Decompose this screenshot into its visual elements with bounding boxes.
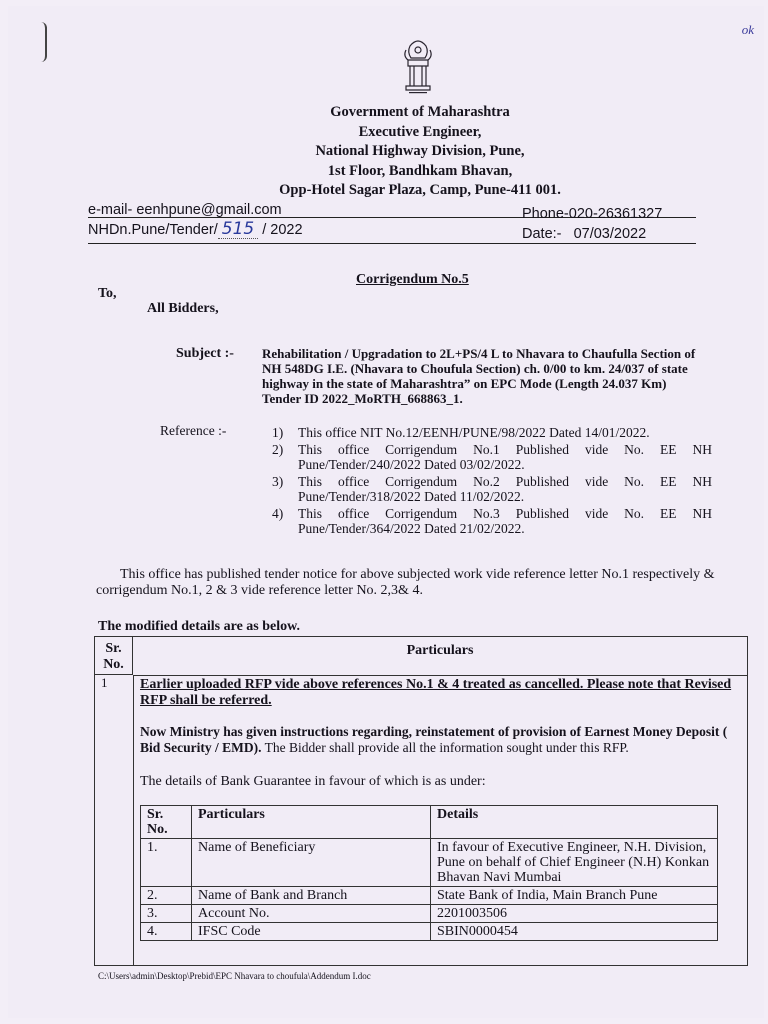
column-header-sr-no: Sr. No. bbox=[95, 637, 133, 675]
reference-number: 2) bbox=[272, 442, 284, 457]
bank-details-table bbox=[140, 805, 718, 941]
punch-mark bbox=[40, 22, 47, 62]
corrigendum-title: Corrigendum No.5 bbox=[356, 272, 469, 287]
contact-left bbox=[88, 201, 303, 239]
table-cell: Name of Bank and Branch bbox=[192, 887, 431, 905]
addressee: All Bidders, bbox=[147, 301, 219, 316]
handwritten-number: 515 bbox=[218, 220, 258, 239]
letterhead bbox=[230, 103, 610, 201]
handwritten-corner-mark: ok bbox=[741, 22, 754, 37]
column-header: Sr. No. bbox=[141, 806, 192, 839]
item-body bbox=[140, 724, 736, 755]
table-cell: 2201003506 bbox=[431, 905, 718, 923]
phone-line: Phone-020-26361327 bbox=[522, 206, 663, 222]
letterhead-line: National Highway Division, Pune, bbox=[315, 143, 525, 159]
reference-prefix: NHDn.Pune/Tender/ bbox=[88, 222, 218, 238]
state-emblem-icon bbox=[396, 36, 440, 98]
divider bbox=[88, 243, 696, 244]
table-cell: Name of Beneficiary bbox=[192, 839, 431, 887]
row-number: 1 bbox=[101, 675, 108, 690]
letterhead-line: Executive Engineer, bbox=[358, 123, 482, 140]
item-heading: Earlier uploaded RFP vide above references No.1 & 4 treated as cancelled. Please note that Revised RFP shall be referred. bbox=[140, 677, 732, 708]
reference-item bbox=[272, 442, 712, 472]
table-row bbox=[141, 887, 718, 905]
table-cell: In favour of Executive Engineer, N.H. Division, Pune on behalf of Chief Engineer (N.H) Konkan Bhavan Navi Mumbai bbox=[431, 839, 718, 887]
table-cell: 1. bbox=[141, 839, 192, 887]
reference-list bbox=[272, 425, 712, 538]
table-cell: 4. bbox=[141, 923, 192, 941]
table-header-row bbox=[141, 806, 718, 839]
subject-label: Subject :- bbox=[176, 346, 234, 361]
reference-item bbox=[272, 474, 712, 504]
reference-text: This office NIT No.12/EENH/PUNE/98/2022 Dated 14/01/2022. bbox=[298, 425, 650, 440]
bank-guarantee-intro: The details of Bank Guarantee in favour of which is as under: bbox=[140, 774, 486, 789]
email-line: e-mail- eenhpune@gmail.com bbox=[88, 202, 282, 218]
reference-text: This office Corrigendum No.3 Published vide No. EE NH Pune/Tender/364/2022 Dated 21/02/2022. bbox=[298, 506, 712, 536]
table-row bbox=[141, 905, 718, 923]
reference-text: This office Corrigendum No.1 Published vide No. EE NH Pune/Tender/240/2022 Dated 03/02/2022. bbox=[298, 442, 712, 472]
intro-paragraph: This office has published tender notice for above subjected work vide reference letter No.1 respectively & corrigendum No.1, 2 & 3 vide reference letter No. 2,3& 4. bbox=[96, 567, 715, 598]
to-label: To, bbox=[98, 286, 117, 301]
reference-number: 3) bbox=[272, 474, 284, 489]
subject-text: Rehabilitation / Upgradation to 2L+PS/4 L to Nhavara to Chaufulla Section of NH 548DG I.E. (Nhavara to Choufula Section) ch. 0/00 to km. 24/037 of state highway in the state of Maharashtra” on EPC Mode (Length 24.037 Km) Tender ID 2022_MoRTH_668863_1. bbox=[262, 346, 696, 406]
table-row bbox=[141, 839, 718, 887]
reference-item bbox=[272, 506, 712, 536]
reference-suffix: / 2022 bbox=[262, 222, 303, 238]
letterhead-line: Opp-Hotel Sagar Plaza, Camp, Pune-411 001. bbox=[279, 182, 561, 198]
file-path-footer: C:\Users\admin\Desktop\Prebid\EPC Nhavara to choufula\Addendum I.doc bbox=[98, 971, 371, 981]
table-cell: SBIN0000454 bbox=[431, 923, 718, 941]
column-header: Details bbox=[431, 806, 718, 839]
column-header: Particulars bbox=[192, 806, 431, 839]
reference-number: 4) bbox=[272, 506, 284, 521]
table-cell: State Bank of India, Main Branch Pune bbox=[431, 887, 718, 905]
table-cell: IFSC Code bbox=[192, 923, 431, 941]
letterhead-line: 1st Floor, Bandhkam Bhavan, bbox=[327, 162, 513, 179]
reference-label: Reference :- bbox=[160, 423, 227, 438]
modified-heading: The modified details are as below. bbox=[98, 619, 300, 634]
column-header-particulars: Particulars bbox=[133, 637, 747, 676]
item-body-bold: Now Ministry has given instructions regarding, reinstatement of provision of Earnest Money Deposit ( Bid Security / EMD). bbox=[140, 724, 728, 755]
table-cell: Account No. bbox=[192, 905, 431, 923]
reference-item bbox=[272, 425, 712, 440]
table-cell: 3. bbox=[141, 905, 192, 923]
reference-text: This office Corrigendum No.2 Published vide No. EE NH Pune/Tender/318/2022 Dated 11/02/2022. bbox=[298, 474, 712, 504]
letterhead-line: Government of Maharashtra bbox=[330, 104, 510, 120]
reference-number bbox=[88, 220, 303, 239]
date-line: Date:- 07/03/2022 bbox=[522, 226, 647, 242]
reference-number: 1) bbox=[272, 425, 284, 440]
table-cell: 2. bbox=[141, 887, 192, 905]
item-body-rest: The Bidder shall provide all the information sought under this RFP. bbox=[261, 739, 629, 755]
table-row bbox=[141, 923, 718, 941]
sr-column bbox=[95, 675, 134, 965]
contact-right bbox=[522, 205, 662, 243]
